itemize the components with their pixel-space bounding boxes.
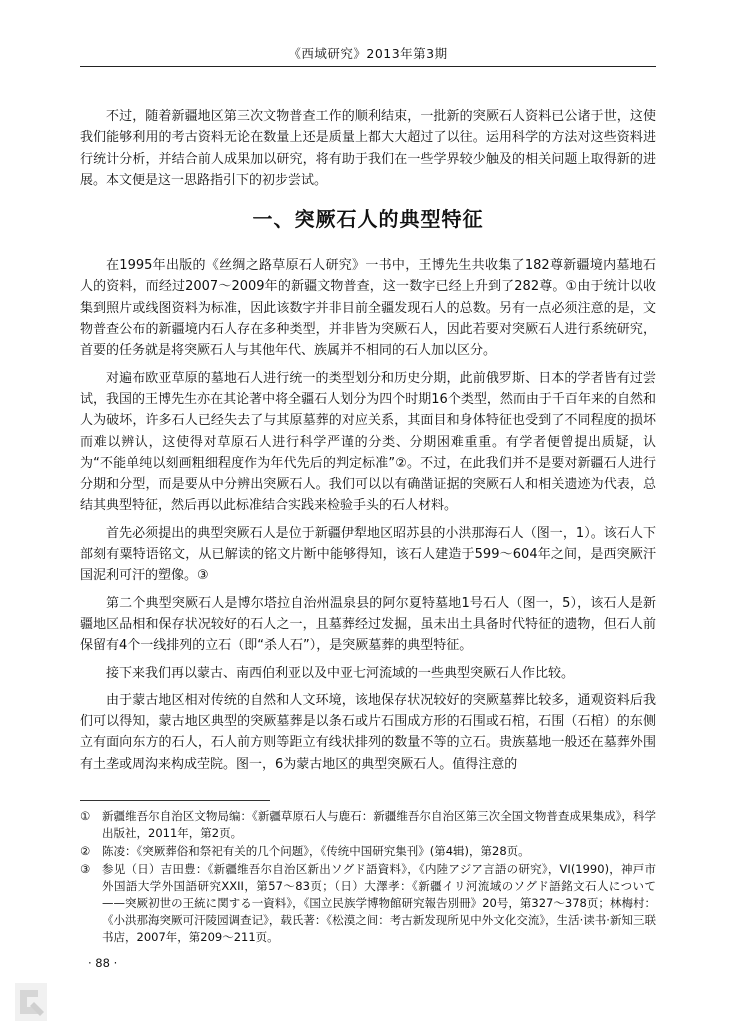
footnote-text: 陈凌：《突厥葬俗和祭祀有关的几个问题》，《传统中国研究集刊》(第4辑)，第28页。	[102, 844, 530, 858]
footnote-mark: ②	[80, 844, 91, 858]
header-rule	[80, 66, 656, 67]
intro-paragraph: 不过，随着新疆地区第三次文物普查工作的顺利结束，一批新的突厥石人资料已公诸于世，这使我们能够利用的考古资料无论在数量上还是质量上都大大超过了以往。运用科学的方法对这些资料进行统计分析，并结合前人成果加以研究，将有助于我们在一些学界较少触及的相关问题上取得新的进展。本文便是这一思路指引下的初步尝试。	[80, 109, 656, 188]
footnote-mark: ①	[80, 809, 91, 823]
footnote-rule	[80, 800, 270, 801]
section-title: 一、突厥石人的典型特征	[252, 207, 484, 232]
footnotes	[80, 808, 656, 947]
watermark-logo-icon	[14, 982, 48, 1022]
footnote-text: 参见（日）吉田豊：《新疆维吾尔自治区新出ソグド語資料》，《内陸アジア言語の研究》，VI(1990)，神戸市外国語大学外国語研究XXII，第57～83页；（日）大澤孝：《新疆イリ河流域のソグド語銘文石人について——突厥初世の王統に関する一資料》，《国立民族学博物館研究報告別冊》20号，第327～378页；林梅村：《小洪那海突厥可汗陵园调查记》，载氏著：《松漠之间：考古新发现所见中外文化交流》，生活·读书·新知三联书店，2007年，第209～211页。	[102, 862, 656, 944]
page-number: · 88 ·	[88, 956, 118, 970]
paragraph-6: 由于蒙古地区相对传统的自然和人文环境，该地保存状况较好的突厥墓葬比较多，通观资料后我们可以得知，蒙古地区典型的突厥墓葬是以条石或片石围成方形的石围或石棺，石围（石棺）的东侧立有面向东方的石人，石人前方则等距立有线状排列的数量不等的立石。贵族墓地一般还在墓葬外围有土垄或周沟来构成茔院。图一，6为蒙古地区的典型突厥石人。值得注意的	[80, 692, 656, 772]
footnote-mark: ③	[80, 862, 91, 876]
paragraph-3: 首先必须提出的典型突厥石人是位于新疆伊犁地区昭苏县的小洪那海石人（图一，1）。该石人下部刻有粟特语铭文，从已解读的铭文片断中能够得知，该石人建造于599～604年之间，是西突厥汗国泥利可汗的塑像。③	[80, 525, 656, 584]
paragraph-1: 在1995年出版的《丝绸之路草原石人研究》一书中，王博先生共收集了182尊新疆境内墓地石人的资料，而经过2007～2009年的新疆文物普查，这一数字已经上升到了282尊。①由于统计以收集到照片或线图资料为标准，因此该数字并非目前全疆发现石人的总数。另有一点必须注意的是，文物普查公布的新疆境内石人存在多种类型，并非皆为突厥石人，因此若要对突厥石人进行系统研究，首要的任务就是将突厥石人与其他年代、族属并不相同的石人加以区分。	[80, 258, 656, 359]
paragraph-5: 接下来我们再以蒙古、南西伯利亚以及中亚七河流域的一些典型突厥石人作比较。	[106, 665, 575, 681]
body-text	[80, 106, 656, 781]
footnote-1	[80, 808, 656, 842]
paragraph-2: 对遍布欧亚草原的墓地石人进行统一的类型划分和历史分期，此前俄罗斯、日本的学者皆有过尝试，我国的王博先生亦在其论著中将全疆石人划分为四个时期16个类型，然而由于千百年来的自然和人为破坏，许多石人已经失去了与其原墓葬的对应关系，其面目和身体特征也受到了不同程度的损坏而难以辨认，这使得对草原石人进行科学严谨的分类、分期困难重重。有学者便曾提出质疑，认为“不能单纯以刻画粗细程度作为年代先后的判定标准”②。不过，在此我们并不是要对新疆石人进行分期和分型，而是要从中分辨出突厥石人。我们可以以有确凿证据的突厥石人和相关遗迹为代表，总结其典型特征，然后再以此标准结合实践来检验手头的石人材料。	[80, 370, 656, 514]
paragraph-4: 第二个典型突厥石人是博尔塔拉自治州温泉县的阿尔夏特墓地1号石人（图一，5），该石人是新疆地区品相和保存状况较好的石人之一，且墓葬经过发掘，虽未出土具备时代特征的遗物，但石人前保留有4个一线排列的立石（即“杀人石”），是突厥墓葬的典型特征。	[80, 595, 656, 654]
footnote-2	[80, 843, 656, 860]
footnote-text: 新疆维吾尔自治区文物局编：《新疆草原石人与鹿石：新疆维吾尔自治区第三次全国文物普查成果集成》，科学出版社，2011年，第2页。	[102, 809, 656, 840]
footnote-3	[80, 861, 656, 946]
running-head: 《西域研究》2013年第3期	[288, 46, 448, 61]
